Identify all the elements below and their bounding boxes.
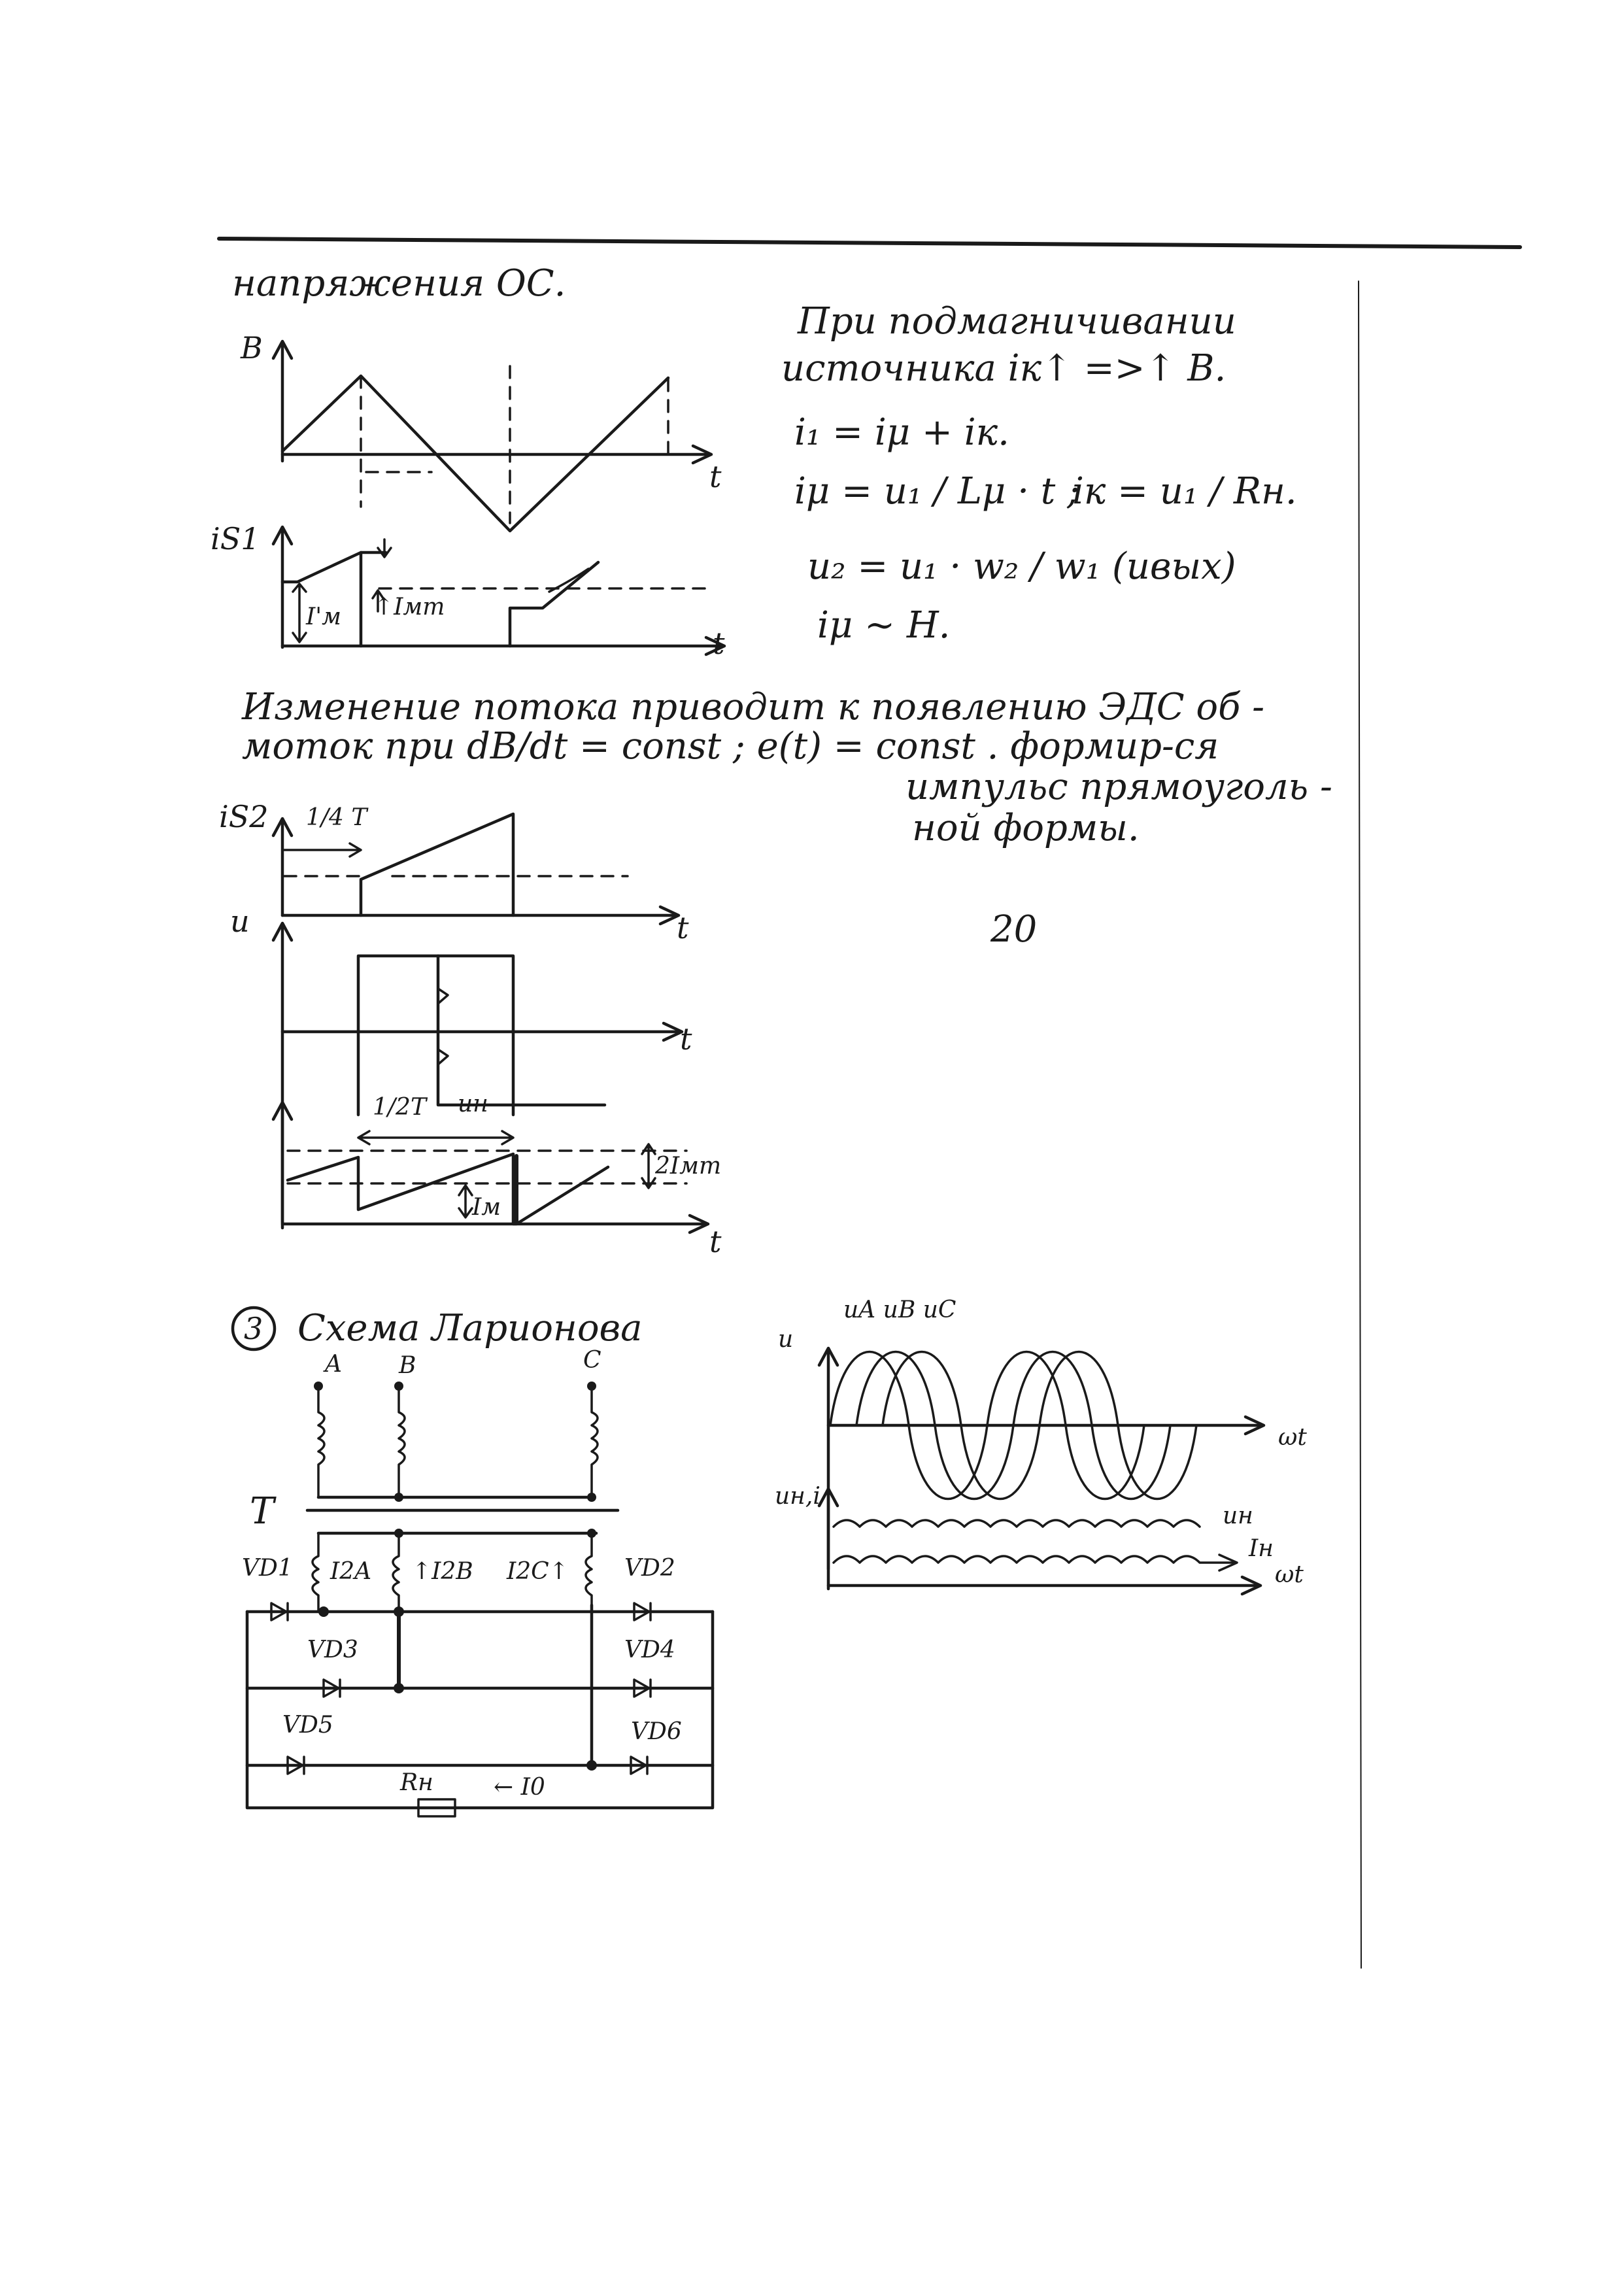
i2c-label: I2C↑	[507, 1558, 569, 1585]
vd2-label: VD2	[624, 1555, 675, 1582]
vd3-label: VD3	[307, 1637, 358, 1663]
i2a-label: I2A	[330, 1558, 372, 1585]
wt-axis-label-2: ωt	[1275, 1561, 1304, 1588]
is1-pulse-1	[282, 552, 361, 646]
is1-axis-label: iS1	[211, 521, 260, 556]
section2-text	[241, 686, 1332, 849]
note-line-2: источника iк↑ =>↑ B.	[781, 347, 1226, 390]
section2-line-3: импульс прямоуголь -	[905, 766, 1332, 808]
rectified-output-plot	[775, 1483, 1304, 1594]
i2b-label: ↑I2B	[412, 1558, 473, 1585]
section2-line-4: ной формы.	[912, 807, 1140, 849]
un1-axis-label: uн,i	[775, 1483, 820, 1510]
note-line-1: При подмагничивании	[798, 300, 1236, 343]
is2-plot	[219, 799, 689, 945]
formula-imu: iμ = u₁ / Lμ · t ;	[794, 470, 1079, 513]
half-t-label: 1/2T	[373, 1094, 426, 1121]
right-margin-line	[1359, 281, 1361, 1968]
primary-coil-c	[592, 1389, 598, 1497]
flux-plot	[240, 330, 722, 531]
section3-title: Схема Ларионова	[297, 1307, 643, 1349]
svg-text:t: t	[713, 626, 725, 661]
phase-b-label: B	[399, 1352, 416, 1379]
phase-a-label: A	[325, 1351, 342, 1378]
secondary-coil-b	[393, 1533, 399, 1612]
formula-u2: u₂ = u₁ · w₂ / w₁ (uвых)	[807, 545, 1236, 588]
vd5-label: VD5	[282, 1712, 333, 1739]
u-rect-pulse	[358, 956, 513, 1115]
un-curve-label: uн	[1223, 1502, 1253, 1529]
phase-c-label: C	[583, 1347, 601, 1374]
rn-label: Rн	[400, 1769, 433, 1796]
section1-title: напряжения ОС.	[232, 262, 566, 305]
is1-plot	[211, 521, 725, 661]
in-ripple-wave	[834, 1556, 1236, 1563]
i0-label: ← I0	[494, 1774, 545, 1801]
un-label: uн	[458, 1091, 488, 1117]
sawtooth-plot	[273, 1094, 722, 1259]
secondary-coil-a	[313, 1533, 318, 1612]
t-axis-label: t	[709, 459, 722, 494]
u-axis-label-3ph: u	[778, 1326, 794, 1353]
svg-text:t: t	[709, 1224, 722, 1259]
page-number: 20	[990, 908, 1038, 951]
label-imu: I'м	[306, 603, 341, 630]
in-curve-label: Iн	[1249, 1535, 1274, 1562]
formula-ik: iк = u₁ / Rн.	[1072, 470, 1297, 513]
b-axis-label: B	[241, 330, 263, 365]
formula-imu-h: iμ ~ H.	[817, 604, 951, 647]
vd6-label: VD6	[631, 1718, 682, 1745]
formula-i1: i₁ = iμ + iк.	[794, 411, 1009, 454]
larionov-circuit	[242, 1347, 713, 1816]
label-imm: ↑Iмm	[374, 594, 445, 620]
wt-axis-label-1: ωt	[1278, 1424, 1307, 1451]
secondary-coil-c	[586, 1533, 592, 1605]
section3-header	[233, 1307, 643, 1349]
vd1-label: VD1	[242, 1555, 293, 1582]
quarter-t-label: 1/4 T	[306, 804, 367, 831]
vd4-label: VD4	[624, 1637, 675, 1663]
section2-line-2: моток при dB/dt = const ; e(t) = const . формир-ся	[242, 725, 1219, 768]
is2-axis-label: iS2	[219, 799, 269, 834]
transformer-label: T	[250, 1490, 275, 1533]
is2-pulse	[361, 814, 513, 915]
section2-line-1: Изменение потока приводит к появлению ЭДС об -	[242, 686, 1265, 728]
section3-number: 3	[244, 1311, 263, 1346]
sawtooth-wave	[288, 1154, 608, 1224]
phases-label: uA uB uC	[843, 1297, 956, 1323]
un-ripple-wave	[834, 1520, 1200, 1527]
top-rule	[219, 239, 1520, 247]
label-2imm: 2Iмm	[655, 1153, 722, 1179]
primary-coil-a	[318, 1389, 324, 1497]
is1-pulse-2	[510, 562, 598, 646]
svg-text:t: t	[680, 1021, 692, 1057]
primary-coil-b	[399, 1389, 405, 1497]
section1-notes	[781, 300, 1297, 647]
label-im: Iм	[472, 1194, 501, 1221]
svg-text:t: t	[677, 910, 689, 945]
u-axis-label: u	[230, 904, 250, 939]
